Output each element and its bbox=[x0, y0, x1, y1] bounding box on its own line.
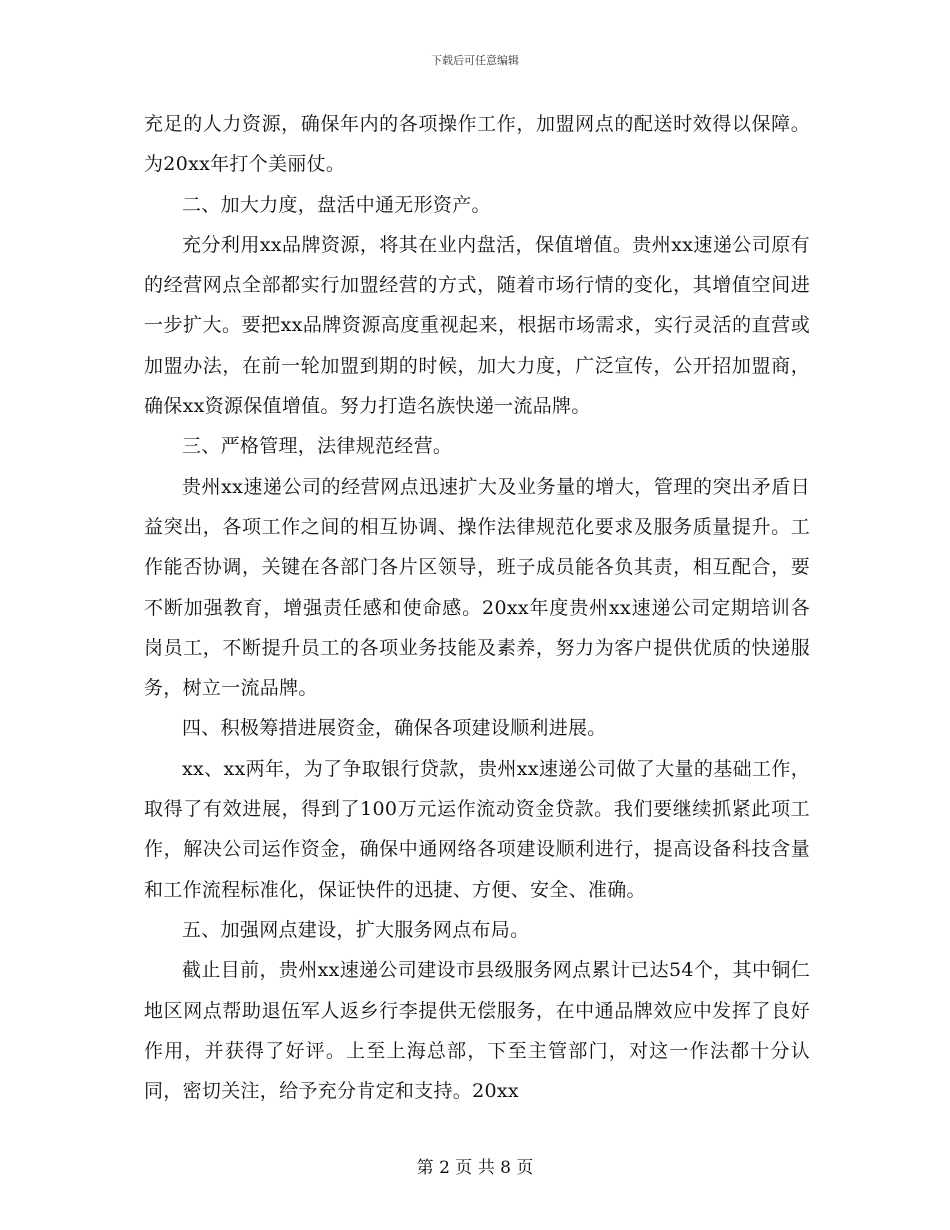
paragraph-2: 充分利用xx品牌资源，将其在业内盘活，保值增值。贵州xx速递公司原有的经营网点全部都实行加盟经营的方式，随着市场行情的变化，其增值空间进一步扩大。要把xx品牌资源高度重视起来，根据市场需求，实行灵活的直营或加盟办法，在前一轮加盟到期的时候，加大力度，广泛宣传，公开招加盟商，确保xx资源保值增值。努力打造名族快递一流品牌。 bbox=[144, 233, 810, 418]
paragraph-5: 截止目前，贵州xx速递公司建设市县级服务网点累计已达54个，其中铜仁地区网点帮助退伍军人返乡行李提供无偿服务，在中通品牌效应中发挥了良好作用，并获得了好评。上至上海总部，下至主管部门，对这一作法都十分认同，密切关注，给予充分肯定和支持。20xx bbox=[144, 959, 810, 1103]
section-heading-5: 五、加强网点建设，扩大服务网点布局。 bbox=[182, 918, 530, 941]
section-heading-2: 二、加大力度，盘活中通无形资产。 bbox=[182, 193, 491, 216]
section-heading-3: 三、严格管理，法律规范经营。 bbox=[182, 435, 453, 458]
paragraph-3: 贵州xx速递公司的经营网点迅速扩大及业务量的增大，管理的突出矛盾日益突出，各项工作之间的相互协调、操作法律规范化要求及服务质量提升。工作能否协调，关键在各部门各片区领导，班子成员能各负其责，相互配合，要不断加强教育，增强责任感和使命感。20xx年度贵州xx速递公司定期培训各岗员工，不断提升员工的各项业务技能及素养，努力为客户提供优质的快递服务，树立一流品牌。 bbox=[144, 475, 810, 700]
page-header-note: 下载后可任意编辑 bbox=[431, 54, 519, 67]
page-number-footer: 第 2 页 共 8 页 bbox=[416, 1158, 534, 1178]
document-body bbox=[144, 104, 810, 1111]
section-heading-4: 四、积极筹措进展资金，确保各项建设顺利进展。 bbox=[182, 717, 607, 740]
paragraph-4: xx、xx两年，为了争取银行贷款，贵州xx速递公司做了大量的基础工作，取得了有效进展，得到了100万元运作流动资金贷款。我们要继续抓紧此项工作，解决公司运作资金，确保中通网络各项建设顺利进行，提高设备科技含量和工作流程标准化，保证快件的迅捷、方便、安全、准确。 bbox=[144, 757, 810, 901]
paragraph-1: 充足的人力资源，确保年内的各项操作工作，加盟网点的配送时效得以保障。为20xx年打个美丽仗。 bbox=[144, 113, 810, 176]
